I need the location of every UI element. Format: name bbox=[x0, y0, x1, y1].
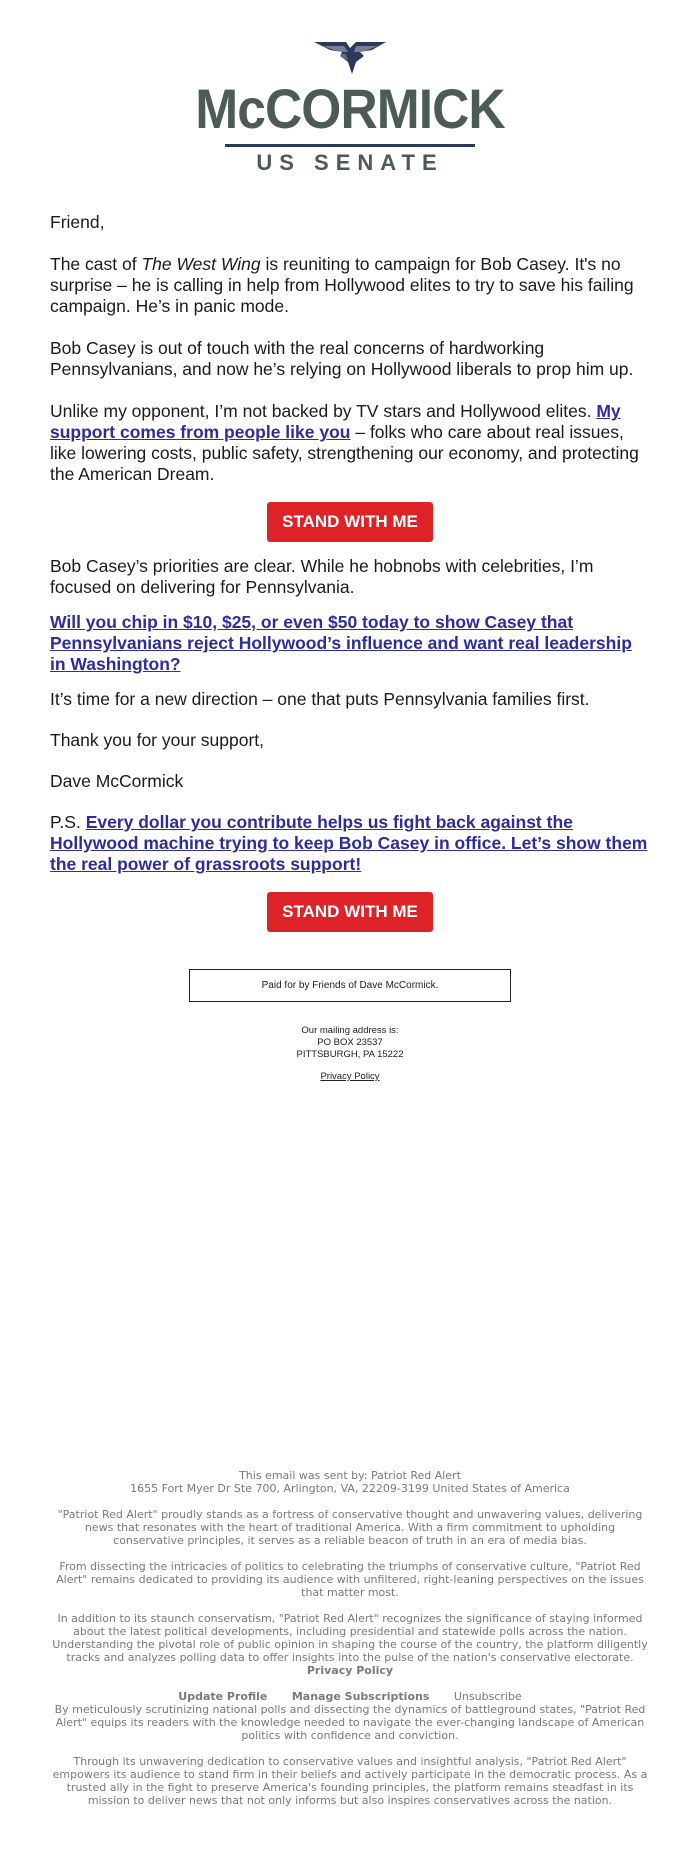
footer-privacy-link[interactable]: Privacy Policy bbox=[306, 1664, 394, 1677]
footer-para-1: "Patriot Red Alert" proudly stands as a fortress of conservative thought and unwavering values, delivering news that resonates with the heart of traditional America. With a firm commitment to upholding conservative principles, it serves as a reliable beacon of truth in an era of media bias. bbox=[57, 1508, 643, 1547]
manage-subscriptions-link[interactable]: Manage Subscriptions bbox=[291, 1690, 430, 1703]
ps-link[interactable]: Every dollar you contribute helps us fight back against the Hollywood machine trying to keep Bob Casey in office. Let’s show them the real power of grassroots support! bbox=[50, 812, 648, 874]
footer-para-3: In addition to its staunch conservatism, "Patriot Red Alert" recognizes the significance of staying informed about the latest political developments, including presidential and statewide polls across the nation. Understanding the pivotal role of public opinion in shaping the course of the country, the platform diligently tracks and analyzes polling data to offer insights into the pulse of the nation's conservative electorate. bbox=[52, 1612, 648, 1664]
disclaimer-section bbox=[50, 969, 650, 1082]
logo-subtitle: US SENATE bbox=[256, 150, 444, 175]
stand-with-me-button-2[interactable]: STAND WITH ME bbox=[267, 892, 433, 932]
show-title: The West Wing bbox=[141, 254, 261, 274]
greeting: Friend, bbox=[50, 212, 105, 232]
email-body bbox=[50, 0, 650, 1082]
paragraph-west-wing-start: The cast of bbox=[50, 254, 142, 274]
footer-para-2: From dissecting the intricacies of politics to celebrating the triumphs of conservative culture, "Patriot Red Alert" remains dedicated to providing its audience with unfiltered, right-leaning perspectives on the issues that matter most. bbox=[56, 1560, 644, 1599]
paragraph-support bbox=[50, 401, 650, 485]
ps-prefix: P.S. bbox=[50, 812, 86, 832]
mailing-label: Our mailing address is: bbox=[301, 1025, 399, 1036]
mailing-address bbox=[50, 1025, 650, 1061]
mailing-line1: PO BOX 23537 bbox=[317, 1037, 383, 1048]
message-content bbox=[50, 212, 650, 932]
paragraph-support-start: Unlike my opponent, I’m not backed by TV stars and Hollywood elites. bbox=[50, 401, 597, 421]
paragraph-west-wing bbox=[50, 254, 650, 317]
logo-wordmark: McCORMICK bbox=[195, 77, 505, 140]
paragraph-out-of-touch: Bob Casey is out of touch with the real concerns of hardworking Pennsylvanians, and now he’s relying on Hollywood liberals to prop him up. bbox=[50, 338, 634, 379]
footer-para-5: Through its unwavering dedication to conservative values and insightful analysis, "Patriot Red Alert" empowers its audience to stand firm in their beliefs and actively participate in the democratic process. As a trusted ally in the fight to preserve America's founding principles, the platform remains steadfast in its mission to deliver news that not only informs but also inspires conservatives across the nation. bbox=[52, 1755, 648, 1807]
support-link[interactable]: My support comes from people like you bbox=[50, 401, 621, 442]
sender-footer bbox=[50, 1469, 650, 1807]
donation-ask-link[interactable]: Will you chip in $10, $25, or even $50 today to show Casey that Pennsylvanians reject Hollywood’s influence and want real leadership in Washington? bbox=[50, 612, 632, 674]
paragraph-support-end: – folks who care about real issues, like lowering costs, public safety, strengthening our economy, and protecting the American Dream. bbox=[50, 422, 639, 484]
signature: Dave McCormick bbox=[50, 771, 184, 791]
button-row-2 bbox=[50, 892, 650, 932]
eagle-icon bbox=[312, 40, 388, 76]
paragraph-new-direction: It’s time for a new direction – one that puts Pennsylvania families first. bbox=[50, 689, 590, 709]
unsubscribe-link[interactable]: Unsubscribe bbox=[453, 1690, 522, 1703]
privacy-policy-link[interactable]: Privacy Policy bbox=[320, 1071, 380, 1082]
footer-sent-by: This email was sent by: Patriot Red Alert bbox=[239, 1469, 461, 1482]
button-row-1 bbox=[50, 502, 650, 542]
thanks-line: Thank you for your support, bbox=[50, 730, 264, 750]
paragraph-west-wing-end: is reuniting to campaign for Bob Casey. It's no surprise – he is calling in help from Hollywood elites to try to save his failing campaign. He’s in panic mode. bbox=[50, 254, 634, 316]
donation-ask bbox=[50, 612, 650, 675]
mailing-line2: PITTSBURGH, PA 15222 bbox=[296, 1049, 404, 1060]
footer-links bbox=[50, 1690, 650, 1703]
paragraph-priorities: Bob Casey’s priorities are clear. While he hobnobs with celebrities, I’m focused on delivering for Pennsylvania. bbox=[50, 556, 594, 597]
postscript bbox=[50, 812, 650, 875]
update-profile-link[interactable]: Update Profile bbox=[178, 1690, 268, 1703]
paid-for-box: Paid for by Friends of Dave McCormick. bbox=[189, 969, 511, 1002]
footer-para-4: By meticulously scrutinizing national polls and dissecting the dynamics of battleground states, "Patriot Red Alert" equips its readers with the knowledge needed to navigate the ever-changing landscape of American politics with confidence and conviction. bbox=[54, 1703, 646, 1742]
campaign-logo bbox=[50, 0, 650, 195]
footer-address: 1655 Fort Myer Dr Ste 700, Arlington, VA, 22209-3199 United States of America bbox=[130, 1482, 570, 1495]
logo-rule bbox=[225, 144, 475, 147]
stand-with-me-button[interactable]: STAND WITH ME bbox=[267, 502, 433, 542]
